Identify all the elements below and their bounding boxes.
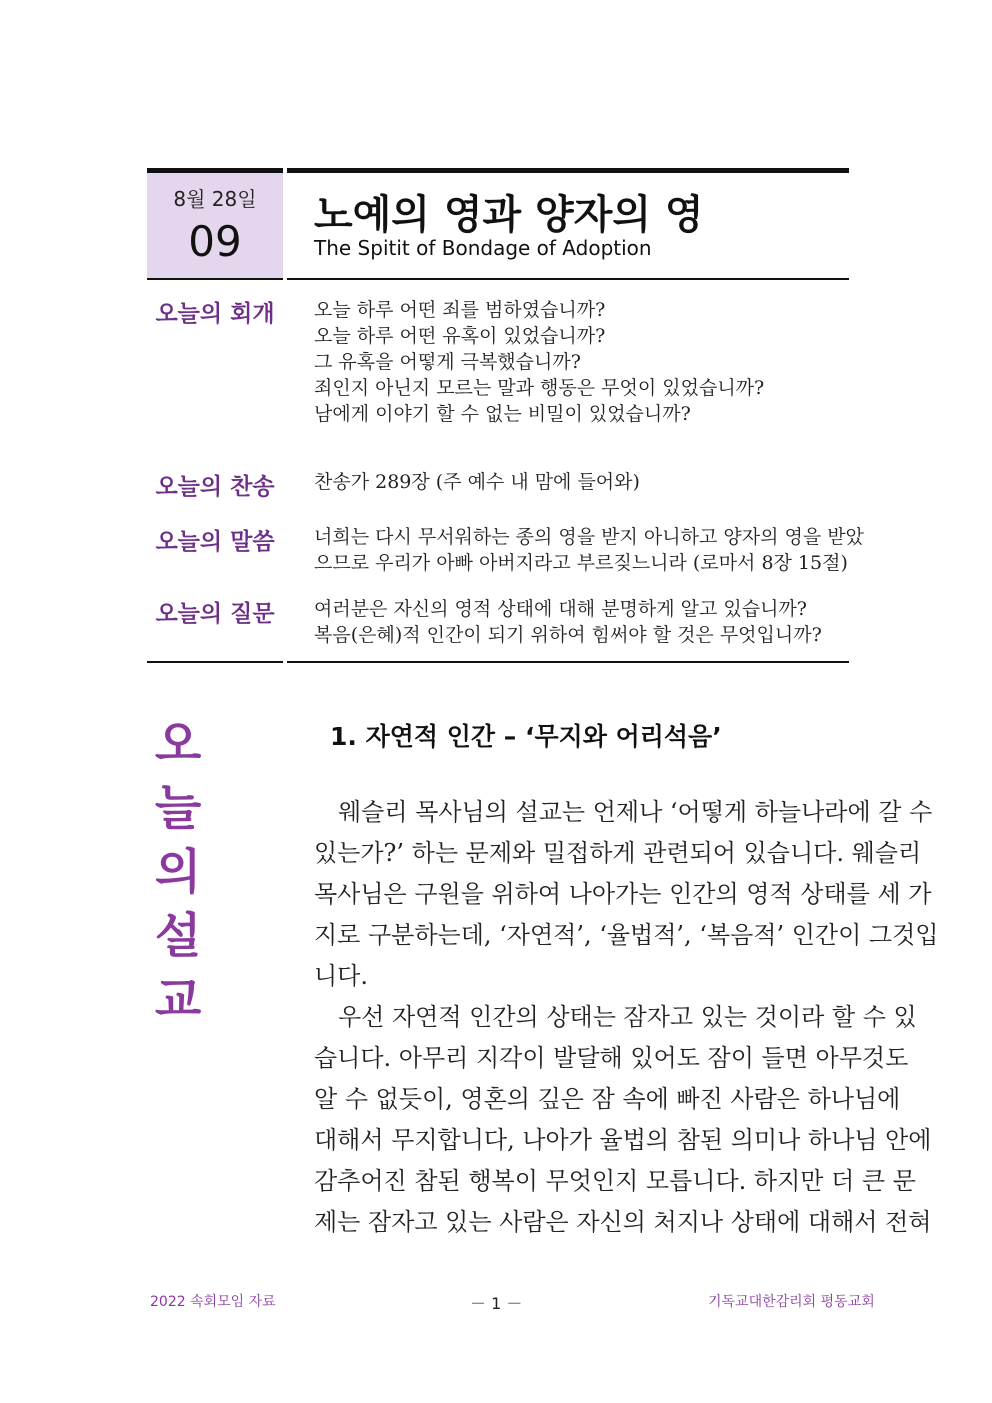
date-box <box>147 173 283 278</box>
sermon-line: 습니다. 아무리 지각이 발달해 있어도 잠이 들면 아무것도 <box>314 1044 909 1072</box>
sermon-line: 대해서 무지합니다, 나아가 율법의 참된 의미나 하나님 안에 <box>314 1126 932 1154</box>
question-line: 여러분은 자신의 영적 상태에 대해 분명하게 알고 있습니까? <box>314 598 807 620</box>
vertical-char: 설 <box>154 908 202 964</box>
sermon-line: 감추어진 참된 행복이 무엇인지 모릅니다. 하지만 더 큰 문 <box>314 1167 916 1195</box>
repentance-line: 오늘 하루 어떤 죄를 범하였습니까? <box>314 299 606 321</box>
vertical-char: 교 <box>154 972 202 1028</box>
header-divider-left <box>147 278 283 280</box>
section-bottom-rule-right <box>287 661 849 663</box>
repentance-line: 오늘 하루 어떤 유혹이 있었습니까? <box>314 325 606 347</box>
repentance-line: 그 유혹을 어떻게 극복했습니까? <box>314 351 581 373</box>
header-divider-right <box>287 278 849 280</box>
sermon-line: 웨슬리 목사님의 설교는 언제나 ‘어떻게 하늘나라에 갈 수 <box>314 798 933 826</box>
footer-right: 기독교대한감리회 평동교회 <box>708 1294 875 1310</box>
lesson-number: 09 <box>188 217 242 266</box>
top-rule-right <box>287 168 849 173</box>
sermon-line: 목사님은 구원을 위하여 나아가는 인간의 영적 상태를 세 가 <box>314 880 932 908</box>
word-label: 오늘의 말씀 <box>155 529 275 555</box>
sermon-line: 있는가?’ 하는 문제와 밀접하게 관련되어 있습니다. 웨슬리 <box>314 839 922 867</box>
sermon-line: 알 수 없듯이, 영혼의 깊은 잠 속에 빠진 사람은 하나님에 <box>314 1085 901 1113</box>
word-line: 너희는 다시 무서워하는 종의 영을 받지 아니하고 양자의 영을 받았 <box>314 526 864 548</box>
repentance-label: 오늘의 회개 <box>155 301 275 327</box>
hymn-text: 찬송가 289장 (주 예수 내 맘에 들어와) <box>314 471 640 493</box>
sermon-line: 지로 구분하는데, ‘자연적’, ‘율법적’, ‘복음적’ 인간이 그것입 <box>314 921 939 949</box>
page-subtitle: The Spitit of Bondage of Adoption <box>314 236 652 260</box>
repentance-line: 죄인지 아닌지 모르는 말과 행동은 무엇이 있었습니까? <box>314 377 765 399</box>
sermon-heading: 1. 자연적 인간 – ‘무지와 어리석음’ <box>330 722 722 751</box>
hymn-label: 오늘의 찬송 <box>155 474 275 500</box>
question-label: 오늘의 질문 <box>155 601 275 627</box>
page-number: － 1 － <box>470 1294 523 1313</box>
question-content <box>314 596 854 648</box>
sermon-vertical-label <box>152 712 204 1032</box>
repentance-content <box>314 297 854 427</box>
vertical-char: 오 <box>154 716 202 772</box>
word-line: 으므로 우리가 아빠 아버지라고 부르짖느니라 (로마서 8장 15절) <box>314 552 848 574</box>
question-line: 복음(은혜)적 인간이 되기 위하여 힘써야 할 것은 무엇입니까? <box>314 624 822 646</box>
date-text: 8월 28일 <box>173 187 257 211</box>
page-title: 노예의 영과 양자의 영 <box>314 192 704 238</box>
vertical-char: 의 <box>154 844 202 900</box>
footer-left: 2022 속회모임 자료 <box>150 1294 276 1310</box>
section-bottom-rule-left <box>147 661 283 663</box>
sermon-line: 우선 자연적 인간의 상태는 잠자고 있는 것이라 할 수 있 <box>314 1003 917 1031</box>
hymn-content <box>314 469 854 495</box>
sermon-line: 니다. <box>314 962 368 990</box>
vertical-char: 늘 <box>154 780 202 836</box>
sermon-body <box>314 792 939 1243</box>
sermon-line: 제는 잠자고 있는 사람은 자신의 처지나 상태에 대해서 전혀 <box>314 1208 932 1236</box>
word-content <box>314 524 864 576</box>
repentance-line: 남에게 이야기 할 수 없는 비밀이 있었습니까? <box>314 403 691 425</box>
